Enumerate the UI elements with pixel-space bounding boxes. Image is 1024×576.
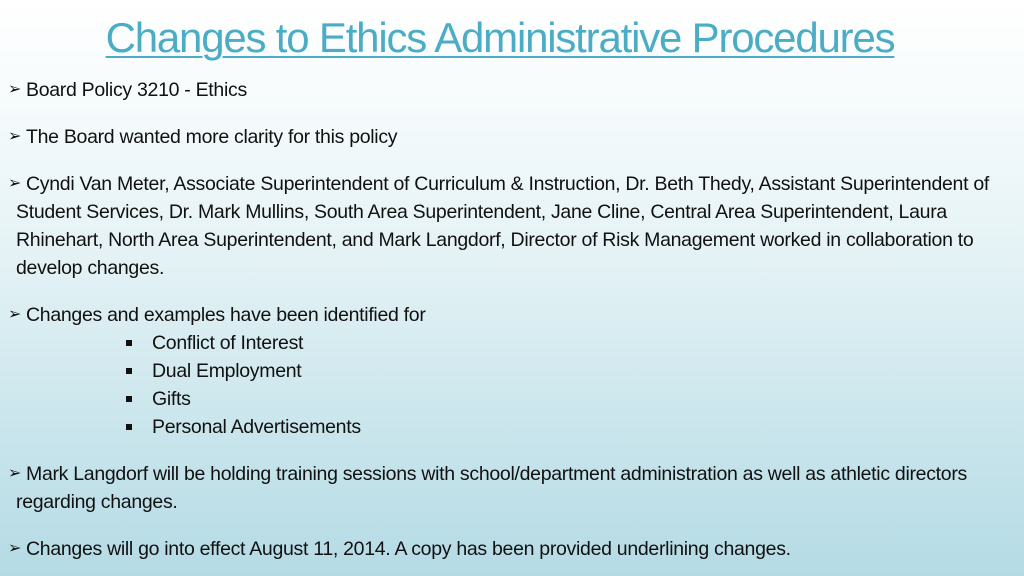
- sub-list-item: [126, 329, 1013, 357]
- bullet-item: [8, 123, 1013, 151]
- bullet-text: Changes and examples have been identified for: [26, 304, 426, 326]
- sub-list-item: [126, 413, 1013, 441]
- square-bullet-icon: [126, 424, 132, 430]
- bullet-item: [8, 535, 1013, 563]
- sub-list-item: [126, 385, 1013, 413]
- bullet-item: [8, 301, 1013, 441]
- arrow-bullet-icon: ➢: [8, 81, 22, 98]
- sub-list-item: [126, 357, 1013, 385]
- square-bullet-icon: [126, 396, 132, 402]
- arrow-bullet-icon: ➢: [8, 540, 22, 557]
- bullet-text: The Board wanted more clarity for this policy: [26, 126, 398, 148]
- bullet-text: Changes will go into effect August 11, 2014. A copy has been provided underlining changes.: [26, 538, 791, 560]
- arrow-bullet-icon: ➢: [8, 306, 22, 323]
- bullet-text: Mark Langdorf will be holding training sessions with school/department administration as well as athletic directors regarding changes.: [16, 463, 967, 513]
- bullet-text: Board Policy 3210 - Ethics: [26, 79, 247, 101]
- sub-item-text: Conflict of Interest: [152, 332, 304, 354]
- sub-item-text: Gifts: [152, 388, 191, 410]
- sub-list: [16, 329, 1013, 441]
- square-bullet-icon: [126, 368, 132, 374]
- bullet-item: [8, 460, 1013, 516]
- sub-item-text: Personal Advertisements: [152, 416, 361, 438]
- arrow-bullet-icon: ➢: [8, 175, 22, 192]
- sub-item-text: Dual Employment: [152, 360, 302, 382]
- bullet-item: [8, 170, 1013, 282]
- arrow-bullet-icon: ➢: [8, 128, 22, 145]
- slide-title: Changes to Ethics Administrative Procedures: [105, 14, 895, 61]
- square-bullet-icon: [126, 340, 132, 346]
- slide-content: [8, 76, 1013, 576]
- bullet-item: [8, 76, 1013, 104]
- arrow-bullet-icon: ➢: [8, 465, 22, 482]
- bullet-text: Cyndi Van Meter, Associate Superintendent of Curriculum & Instruction, Dr. Beth Thedy, Assistant Superintendent of Student Services, Dr. Mark Mullins, South Area Superintendent, Jane Cline, Central Area Superintendent, Laura Rhinehart, North Area Superintendent, and Mark Langdorf, Director of Risk Management worked in collaboration to develop changes.: [16, 173, 990, 279]
